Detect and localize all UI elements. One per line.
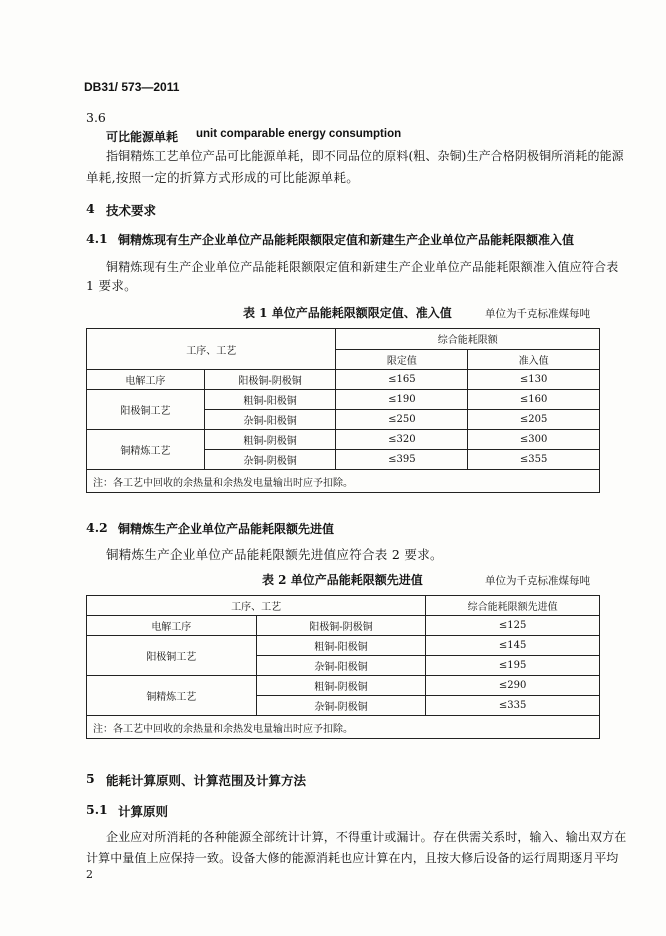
table2-group-anode: 阳极铜工艺 — [87, 636, 257, 676]
term-en: unit comparable energy consumption — [196, 128, 402, 140]
term-definition-line2: 单耗,按照一定的折算方式形成的可比能源单耗。 — [86, 170, 360, 185]
term-cn: 可比能源单耗 — [106, 130, 179, 144]
table-row — [87, 430, 600, 450]
table1-group-anode: 阳极铜工艺 — [87, 390, 205, 430]
table-cell: 粗铜-阴极铜 — [256, 676, 426, 696]
section-5-title: 能耗计算原则、计算范围及计算方法 — [106, 773, 307, 788]
section-5-1-para-line1: 企业应对所消耗的各种能源全部统计计算，不得重计或漏计。存在供需关系时，输入、输出双方在 — [106, 830, 627, 844]
section-4-number: 4 — [86, 201, 95, 216]
table-cell: ≤290 — [426, 676, 600, 696]
table2-group-refining: 铜精炼工艺 — [87, 676, 257, 716]
section-5-1-number: 5.1 — [86, 802, 108, 817]
table-cell: 杂铜-阴极铜 — [256, 696, 426, 716]
section-4-2-para: 铜精炼生产企业单位产品能耗限额先进值应符合表 2 要求。 — [106, 547, 443, 562]
table1-note: 注：各工艺中回收的余热量和余热发电量输出时应予扣除。 — [87, 470, 600, 493]
table-row — [87, 370, 600, 390]
section-4-1-title: 铜精炼现有生产企业单位产品能耗限额限定值和新建生产企业单位产品能耗限额准入值 — [118, 233, 575, 247]
table-cell: 阳极铜-阴极铜 — [204, 370, 336, 390]
table-row — [87, 390, 600, 410]
table-cell: ≤250 — [336, 410, 468, 430]
table-cell: ≤205 — [468, 410, 600, 430]
table1-unit: 单位为千克标准煤每吨 — [485, 308, 590, 320]
table2-header-process: 工序、工艺 — [87, 596, 426, 616]
table2-unit: 单位为千克标准煤每吨 — [485, 575, 590, 587]
section-5-1-para-line2: 计算中量值上应保持一致。设备大修的能源消耗也应计算在内，且按大修后设备的运行周期逐月平均 — [86, 851, 619, 865]
table-row — [87, 616, 600, 636]
table1-group-electrolysis: 电解工序 — [87, 370, 205, 390]
table2-note: 注：各工艺中回收的余热量和余热发电量输出时应予扣除。 — [87, 716, 600, 739]
table1-header-process: 工序、工艺 — [87, 329, 336, 370]
section-4-1-number: 4.1 — [86, 231, 108, 246]
table1-caption: 表 1 单位产品能耗限额限定值、准入值 — [243, 306, 452, 320]
table-cell: ≤335 — [426, 696, 600, 716]
section-4-1-para-line1: 铜精炼现有生产企业单位产品能耗限额限定值和新建生产企业单位产品能耗限额准入值应符合表 — [106, 260, 619, 274]
table-cell: ≤300 — [468, 430, 600, 450]
table-row — [87, 676, 600, 696]
table-cell: ≤395 — [336, 450, 468, 470]
section-5-1-title: 计算原则 — [118, 804, 169, 819]
table1-group-refining: 铜精炼工艺 — [87, 430, 205, 470]
table1 — [86, 328, 600, 493]
table-cell: ≤145 — [426, 636, 600, 656]
table2-group-electrolysis: 电解工序 — [87, 616, 257, 636]
table1-header-entry: 准入值 — [468, 349, 600, 370]
table-cell: ≤320 — [336, 430, 468, 450]
section-5-number: 5 — [86, 771, 95, 786]
table-cell: ≤190 — [336, 390, 468, 410]
standard-id: DB31/ 573—2011 — [84, 80, 180, 94]
section-4-1-para-line2: 1 要求。 — [86, 278, 137, 293]
term-definition-line1: 指铜精炼工艺单位产品可比能源单耗，即不同品位的原料(粗、杂铜)生产合格阴极铜所消耗的能源 — [106, 149, 624, 163]
section-4-title: 技术要求 — [106, 203, 157, 218]
table-row — [87, 636, 600, 656]
table-cell: 粗铜-阴极铜 — [204, 430, 336, 450]
section-4-2-title: 铜精炼生产企业单位产品能耗限额先进值 — [118, 522, 335, 536]
table-cell: ≤130 — [468, 370, 600, 390]
table-cell: ≤355 — [468, 450, 600, 470]
section-3-6-number: 3.6 — [86, 110, 106, 125]
table2 — [86, 595, 600, 739]
table-cell: 粗铜-阳极铜 — [256, 636, 426, 656]
section-4-2-number: 4.2 — [86, 520, 108, 535]
table-cell: ≤195 — [426, 656, 600, 676]
table2-caption: 表 2 单位产品能耗限额先进值 — [262, 573, 423, 587]
table-cell: 杂铜-阴极铜 — [204, 450, 336, 470]
table-cell: ≤165 — [336, 370, 468, 390]
table-cell: 杂铜-阳极铜 — [256, 656, 426, 676]
table-cell: ≤125 — [426, 616, 600, 636]
table2-header-advanced: 综合能耗限额先进值 — [426, 596, 600, 616]
table1-header-group: 综合能耗限额 — [336, 329, 600, 350]
table-cell: 杂铜-阳极铜 — [204, 410, 336, 430]
table-cell: ≤160 — [468, 390, 600, 410]
table-cell: 阳极铜-阴极铜 — [256, 616, 426, 636]
table1-header-limit: 限定值 — [336, 349, 468, 370]
table-cell: 粗铜-阳极铜 — [204, 390, 336, 410]
page-number: 2 — [86, 868, 93, 881]
